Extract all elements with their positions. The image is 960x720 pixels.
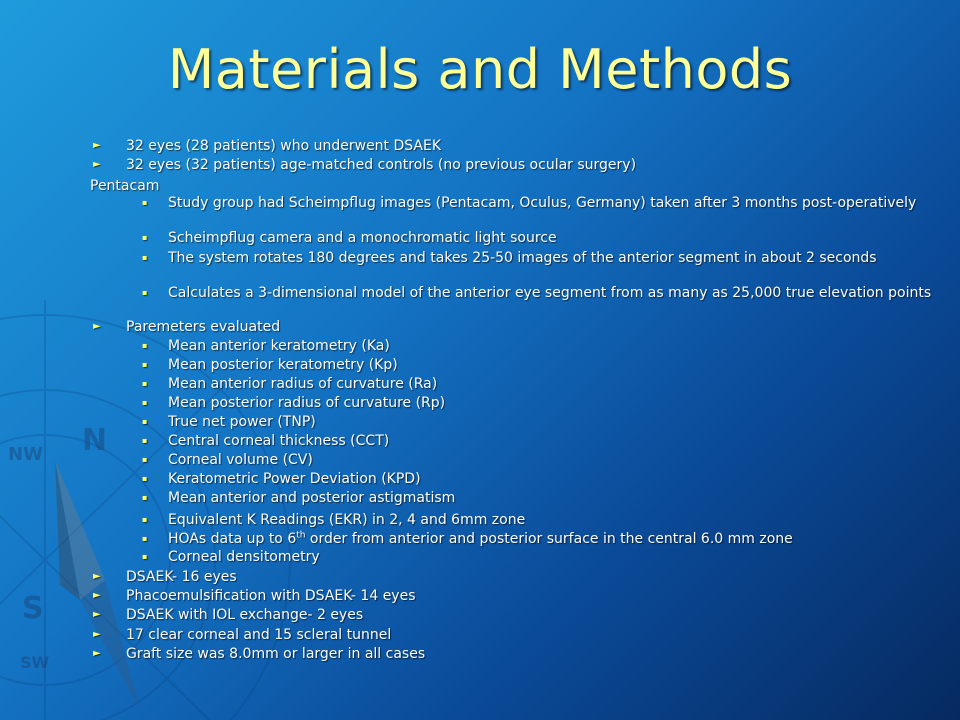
compass-nw-label: NW	[8, 444, 43, 465]
item-text: Equivalent K Readings (EKR) in 2, 4 and 6mm zone	[168, 512, 526, 528]
item-text: Scheimpflug camera and a monochromatic light source	[168, 230, 557, 246]
item-text: Study group had Scheimpflug images (Pentacam, Oculus, Germany) taken after 3 months post-operatively	[168, 195, 917, 211]
square-bullet-icon: ▪	[142, 379, 148, 388]
compass-sw-label: SW	[20, 653, 50, 672]
item-text: DSAEK- 16 eyes	[126, 569, 237, 585]
arrow-bullet-icon: ►	[93, 140, 101, 151]
item-text: Mean posterior radius of curvature (Rp)	[168, 395, 446, 411]
square-bullet-icon: ▪	[142, 398, 148, 407]
bullet-item	[90, 608, 960, 622]
item-text: Keratometric Power Deviation (KPD)	[168, 471, 421, 487]
square-bullet-icon: ▪	[142, 253, 148, 262]
sub-bullet-item	[90, 550, 960, 564]
item-text: HOAs data up to 6	[168, 531, 297, 547]
sub-bullet-item	[90, 196, 960, 210]
sub-bullet-item	[90, 358, 960, 372]
item-text: 17 clear corneal and 15 scleral tunnel	[126, 627, 392, 643]
compass-south-label: S	[22, 591, 44, 626]
item-text: Phacoemulsification with DSAEK- 14 eyes	[126, 588, 416, 604]
item-text: Mean anterior and posterior astigmatism	[168, 490, 456, 506]
bullet-item	[90, 139, 960, 153]
item-text: Central corneal thickness (CCT)	[168, 433, 390, 449]
slide-title: Materials and Methods	[167, 38, 793, 101]
sub-bullet-item	[90, 532, 960, 546]
square-bullet-icon: ▪	[142, 474, 148, 483]
arrow-bullet-icon: ►	[93, 648, 101, 659]
item-text: Mean posterior keratometry (Kp)	[168, 357, 398, 373]
square-bullet-icon: ▪	[142, 515, 148, 524]
item-text: Pentacam	[90, 178, 160, 194]
bullet-item	[90, 158, 960, 172]
arrow-bullet-icon: ►	[93, 159, 101, 170]
square-bullet-icon: ▪	[142, 198, 148, 207]
item-text: Paremeters evaluated	[126, 319, 281, 335]
sub-bullet-item	[90, 231, 960, 245]
item-text: 32 eyes (28 patients) who underwent DSAEK	[126, 138, 442, 154]
sub-bullet-item	[90, 377, 960, 391]
sub-bullet-item	[90, 453, 960, 467]
sub-bullet-item	[90, 491, 960, 505]
sub-bullet-item	[90, 513, 960, 527]
item-text: Mean anterior radius of curvature (Ra)	[168, 376, 438, 392]
item-text: Calculates a 3-dimensional model of the anterior eye segment from as many as 25,000 true elevation points	[168, 285, 932, 301]
bullet-item	[90, 647, 960, 661]
item-text: The system rotates 180 degrees and takes 25-50 images of the anterior segment in about 2 seconds	[168, 250, 877, 266]
item-text: True net power (TNP)	[168, 414, 316, 430]
item-superscript: th	[296, 530, 306, 541]
square-bullet-icon: ▪	[142, 455, 148, 464]
bullet-item	[90, 589, 960, 603]
item-text: DSAEK with IOL exchange- 2 eyes	[126, 607, 364, 623]
item-text: Corneal volume (CV)	[168, 452, 313, 468]
arrow-bullet-icon: ►	[93, 571, 101, 582]
item-text: Corneal densitometry	[168, 549, 320, 565]
item-text: 32 eyes (32 patients) age-matched controls (no previous ocular surgery)	[126, 157, 637, 173]
square-bullet-icon: ▪	[142, 417, 148, 426]
sub-bullet-item	[90, 415, 960, 429]
sub-bullet-item	[90, 434, 960, 448]
square-bullet-icon: ▪	[142, 534, 148, 543]
arrow-bullet-icon: ►	[93, 590, 101, 601]
sub-bullet-item	[90, 251, 960, 265]
item-text: Graft size was 8.0mm or larger in all cases	[126, 646, 426, 662]
section-heading	[90, 179, 930, 193]
arrow-bullet-icon: ►	[93, 609, 101, 620]
sub-bullet-item	[90, 472, 960, 486]
square-bullet-icon: ▪	[142, 436, 148, 445]
bullet-item	[90, 320, 960, 334]
square-bullet-icon: ▪	[142, 233, 148, 242]
arrow-bullet-icon: ►	[93, 629, 101, 640]
square-bullet-icon: ▪	[142, 493, 148, 502]
square-bullet-icon: ▪	[142, 552, 148, 561]
arrow-bullet-icon: ►	[93, 321, 101, 332]
compass-north-label: N	[82, 423, 108, 458]
bullet-item	[90, 628, 960, 642]
bullet-item	[90, 570, 960, 584]
square-bullet-icon: ▪	[142, 288, 148, 297]
square-bullet-icon: ▪	[142, 341, 148, 350]
sub-bullet-item	[90, 339, 960, 353]
sub-bullet-item	[90, 396, 960, 410]
square-bullet-icon: ▪	[142, 360, 148, 369]
item-text: Mean anterior keratometry (Ka)	[168, 338, 390, 354]
item-text-continued: order from anterior and posterior surface in the central 6.0 mm zone	[305, 531, 793, 547]
sub-bullet-item	[90, 286, 960, 300]
